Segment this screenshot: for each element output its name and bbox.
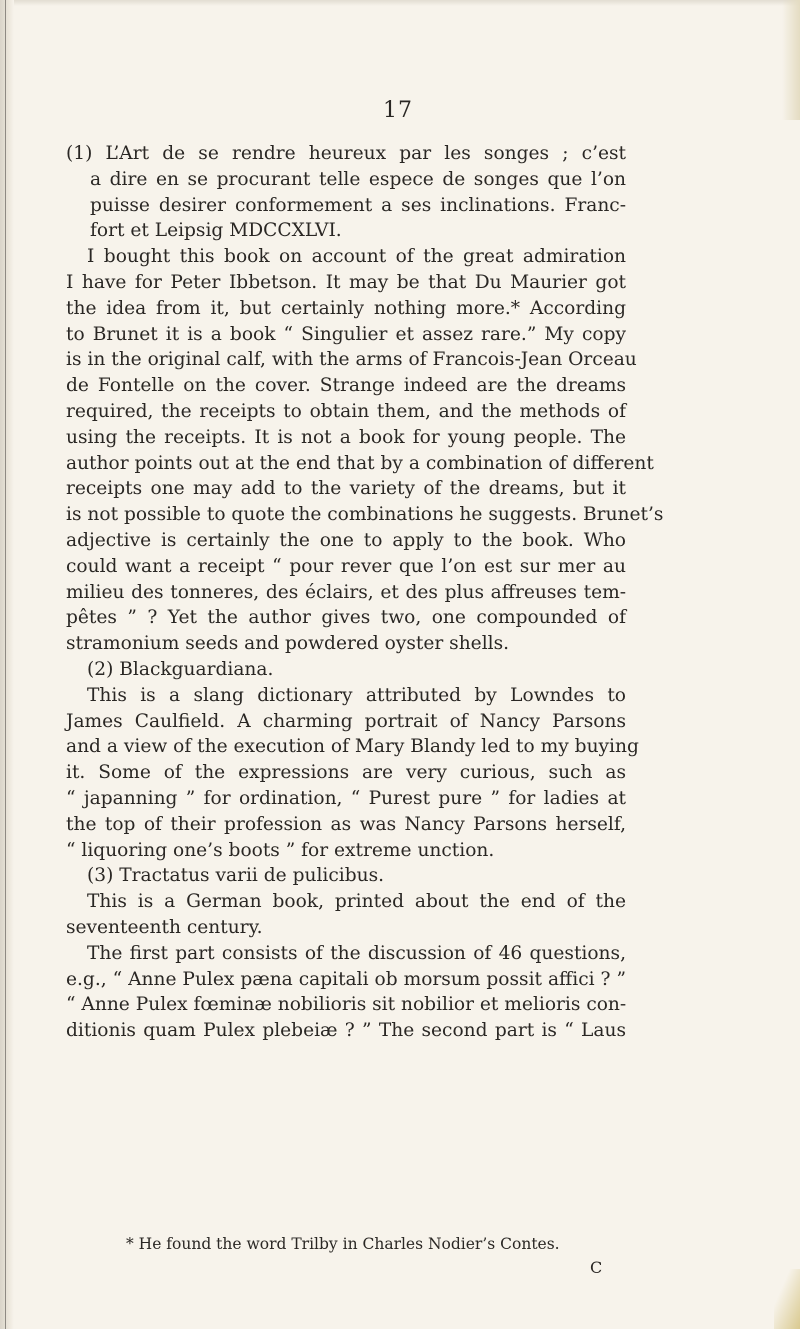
text-line: is not possible to quote the combinations he suggests. Brunet’s [66, 504, 664, 526]
text-line: puisse desirer conformement a ses inclinations. Franc- [90, 194, 626, 216]
text-line: de Fontelle on the cover. Strange indeed are the dreams [66, 375, 626, 397]
text-line: receipts one may add to the variety of the dreams, but it [66, 478, 626, 500]
text-line: “ liquoring one’s boots ” for extreme unction. [66, 839, 495, 861]
text-line: adjective is certainly the one to apply to the book. Who [66, 529, 626, 551]
text-line: author points out at the end that by a combination of different [66, 452, 654, 474]
text-line: ditionis quam Pulex plebeiæ ? ” The second part is “ Laus [66, 1020, 626, 1042]
text-line: milieu des tonneres, des éclairs, et des plus affreuses tem- [66, 581, 626, 603]
page-number: 17 [383, 98, 413, 123]
text-line: “ Anne Pulex fœminæ nobilioris sit nobilior et melioris con- [66, 994, 627, 1016]
text-line: The first part consists of the discussion of 46 questions, [87, 942, 626, 964]
text-line: e.g., “ Anne Pulex pæna capitali ob morsum possit affici ? ” [66, 968, 626, 990]
text-line: it. Some of the expressions are very curious, such as [66, 762, 626, 784]
signature-mark: C [590, 1258, 603, 1277]
text-line: required, the receipts to obtain them, and the methods of [66, 400, 626, 422]
page-corner-stain-top [782, 0, 800, 120]
text-line: fort et Leipsig MDCCXLVI. [90, 220, 342, 242]
text-line: the top of their profession as was Nancy Parsons herself, [66, 813, 626, 835]
text-line: a dire en se procurant telle espece de songes que l’on [90, 168, 626, 190]
section-heading: (3) Tractatus varii de pulicibus. [87, 865, 385, 887]
page-gutter-shadow [0, 0, 14, 1329]
text-line: to Brunet it is a book “ Singulier et assez rare.” My copy [66, 323, 626, 345]
text-line: and a view of the execution of Mary Blandy led to my buying [66, 736, 639, 758]
text-line: This is a German book, printed about the end of the [87, 891, 626, 913]
text-line: using the receipts. It is not a book for young people. The [66, 426, 626, 448]
page-gutter-line [5, 0, 6, 1329]
text-line: “ japanning ” for ordination, “ Purest pure ” for ladies at [66, 787, 626, 809]
page-top-edge-shadow [0, 0, 800, 6]
text-line: pêtes ” ? Yet the author gives two, one compounded of [66, 607, 626, 629]
text-line: could want a receipt “ pour rever que l’on est sur mer au [66, 555, 626, 577]
body-text [66, 141, 664, 1044]
text-line: I bought this book on account of the great admiration [87, 246, 626, 268]
text-line: This is a slang dictionary attributed by Lowndes to [87, 684, 626, 706]
text-line: (1) L’Art de se rendre heureux par les songes ; c’est [66, 143, 626, 164]
text-line: stramonium seeds and powdered oyster shells. [66, 633, 510, 655]
footnote: * He found the word Trilby in Charles Nodier’s Contes. [126, 1235, 560, 1253]
text-line: is in the original calf, with the arms of Francois-Jean Orceau [66, 349, 637, 371]
section-heading: (2) Blackguardiana. [87, 658, 274, 680]
text-line: James Caulfield. A charming portrait of Nancy Parsons [66, 710, 626, 732]
text-line: I have for Peter Ibbetson. It may be that Du Maurier got [66, 271, 626, 293]
text-line: the idea from it, but certainly nothing more.* According [66, 297, 626, 319]
page-corner-stain-bottom [774, 1269, 800, 1329]
text-line: seventeenth century. [66, 916, 263, 938]
